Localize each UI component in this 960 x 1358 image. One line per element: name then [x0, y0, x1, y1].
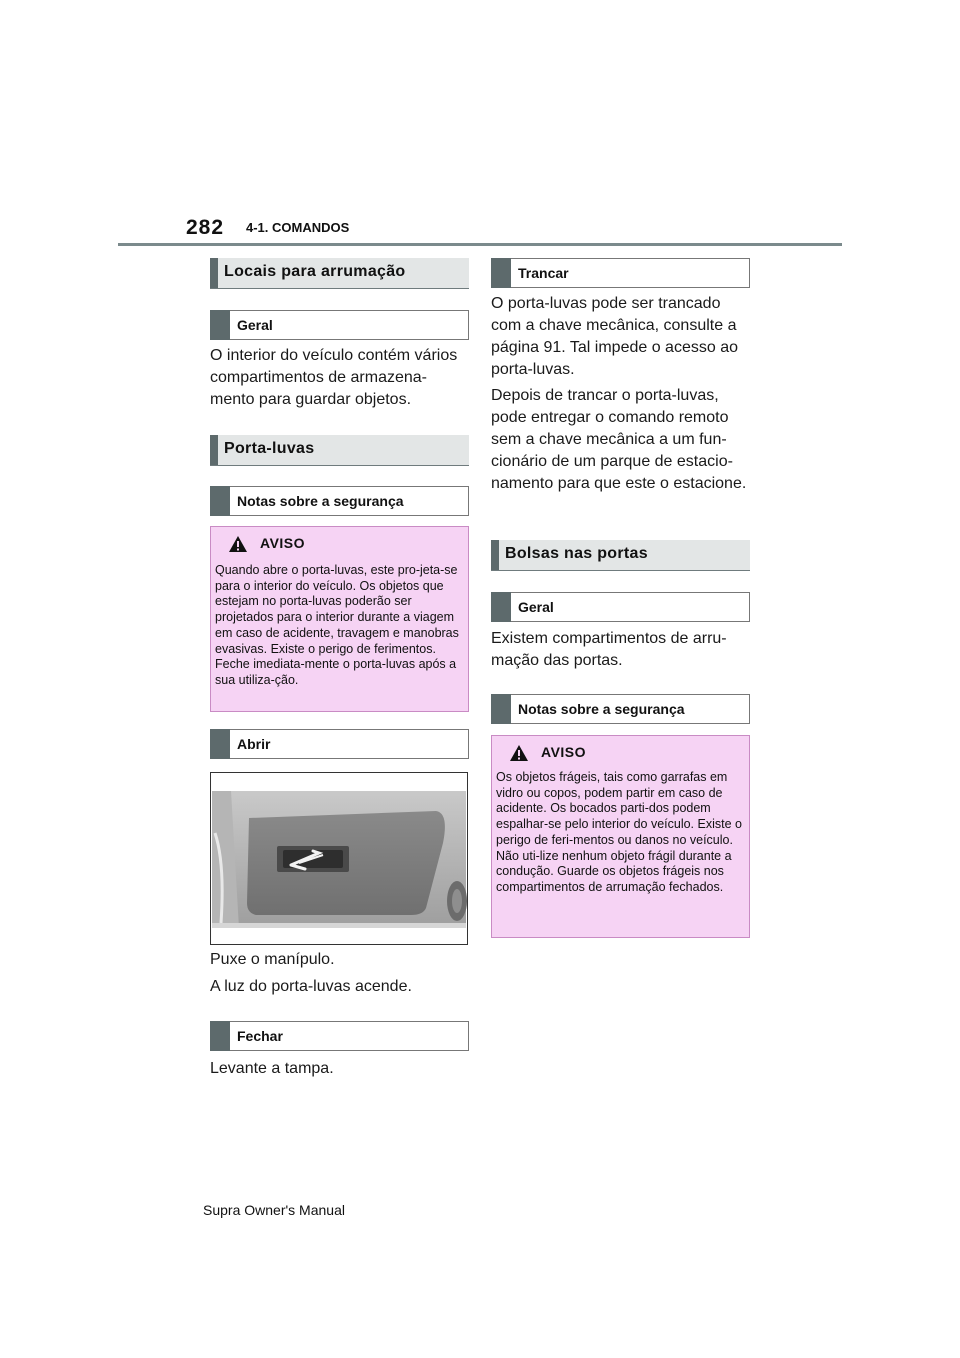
subheading-open	[210, 729, 469, 759]
warning-title: AVISO	[541, 744, 587, 760]
subheading-safety-notes-doors	[491, 694, 750, 724]
subheading-open-label: Abrir	[237, 736, 271, 752]
heading-glove-box-label: Porta-luvas	[224, 440, 315, 457]
paragraph-lock-2: Depois de trancar o porta-luvas, pode entregar o comando remoto sem a chave mecânica a um fun-cionário de um parque de estacio-namento para que este o estacione.	[491, 387, 747, 492]
subheading-close-label: Fechar	[237, 1028, 283, 1044]
warning-box-doors	[491, 735, 750, 938]
paragraph-pull-handle: Puxe o manípulo.	[210, 951, 335, 968]
paragraph-lift-lid: Levante a tampa.	[210, 1060, 334, 1077]
heading-storage-locations	[210, 258, 469, 289]
warning-text: Os objetos frágeis, tais como garrafas em vidro ou copos, podem partir em caso de acidente. Os bocados parti-dos podem espalhar-se pelo interior do veículo. Existe o perigo de feri-mentos ou danos no veículo. Não uti-lize nenhum objeto frágil durante a condução. Guarde os objetos frágeis nos compartimentos de arrumação fechados.	[496, 770, 742, 894]
subheading-safety-notes-doors-label: Notas sobre a segurança	[518, 701, 685, 717]
subheading-lock	[491, 258, 750, 288]
subheading-safety-notes-label: Notas sobre a segurança	[237, 493, 404, 509]
warning-triangle-icon	[509, 744, 529, 762]
subheading-safety-notes	[210, 486, 469, 516]
chapter-title: 4-1. COMANDOS	[246, 220, 350, 235]
subheading-general-doors	[491, 592, 750, 622]
paragraph-light-on: A luz do porta-luvas acende.	[210, 978, 412, 995]
paragraph-lock-1: O porta-luvas pode ser trancado com a chave mecânica, consulte a página 91. Tal impede o acesso ao porta-luvas.	[491, 295, 738, 378]
footer-manual-title: Supra Owner's Manual	[203, 1202, 345, 1218]
heading-storage-locations-label: Locais para arrumação	[224, 263, 406, 280]
heading-door-pockets-label: Bolsas nas portas	[505, 545, 648, 562]
subheading-close	[210, 1021, 469, 1051]
subheading-general-label: Geral	[237, 317, 273, 333]
glove-box-image	[211, 773, 467, 944]
paragraph-storage-intro: O interior do veículo contém vários compartimentos de armazena-mento para guardar objetos.	[210, 347, 458, 408]
glove-box-illustration	[210, 772, 468, 945]
subheading-general	[210, 310, 469, 340]
page-number: 282	[186, 216, 225, 239]
warning-title: AVISO	[260, 535, 306, 551]
warning-triangle-icon	[228, 535, 248, 553]
paragraph-door-compartments: Existem compartimentos de arru-mação das portas.	[491, 630, 727, 669]
subheading-lock-label: Trancar	[518, 265, 569, 281]
subheading-general-doors-label: Geral	[518, 599, 554, 615]
header-rule	[118, 243, 842, 246]
heading-door-pockets	[491, 540, 750, 571]
heading-glove-box	[210, 435, 469, 466]
warning-box-glove	[210, 526, 469, 712]
warning-text: Quando abre o porta-luvas, este pro-jeta-se para o interior do veículo. Os objetos que estejam no porta-luvas poderão ser projetados para o interior durante a viagem em caso de acidente, travagem e manobras evasivas. Existe o perigo de ferimentos. Feche imediata-mente o porta-luvas após a sua utiliza-ção.	[215, 563, 459, 687]
